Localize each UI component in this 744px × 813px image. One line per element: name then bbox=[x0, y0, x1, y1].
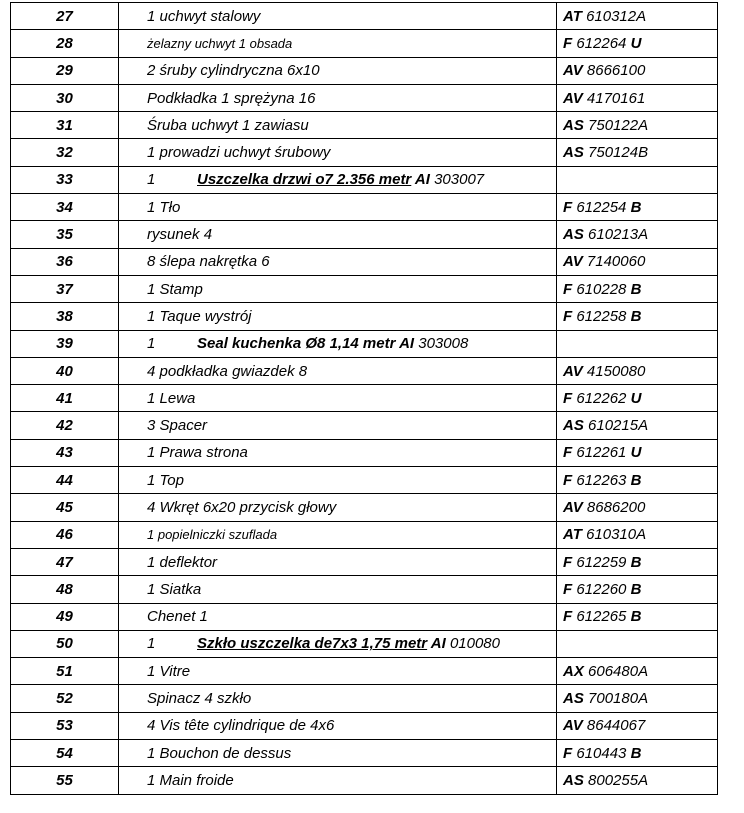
table-row bbox=[11, 275, 718, 302]
row-number: 29 bbox=[11, 57, 119, 84]
table-row bbox=[11, 112, 718, 139]
part-code-number: 610443 bbox=[576, 744, 627, 762]
part-description: żelazny uchwyt 1 obsada bbox=[119, 30, 557, 57]
part-code-prefix: AS bbox=[563, 116, 584, 134]
part-code-prefix: F bbox=[563, 198, 573, 216]
part-code-prefix: F bbox=[563, 744, 573, 762]
part-code-number: 610310A bbox=[586, 526, 647, 544]
seal-description-cell bbox=[119, 166, 557, 193]
part-code-number: 612258 bbox=[576, 307, 627, 325]
part-code-suffix: B bbox=[630, 744, 642, 762]
part-code-prefix: AV bbox=[563, 498, 583, 516]
part-code bbox=[557, 658, 718, 685]
part-description: 1 Main froide bbox=[119, 767, 557, 794]
part-code-prefix: AT bbox=[563, 7, 582, 25]
part-code-prefix: AS bbox=[563, 144, 584, 162]
seal-name: Seal kuchenka Ø8 1,14 metr bbox=[197, 335, 396, 353]
part-code bbox=[557, 221, 718, 248]
part-code-empty bbox=[557, 630, 718, 657]
part-code bbox=[557, 521, 718, 548]
part-code-prefix: F bbox=[563, 280, 573, 298]
row-number: 49 bbox=[11, 603, 119, 630]
part-code-empty bbox=[557, 330, 718, 357]
part-code-prefix: F bbox=[563, 444, 573, 462]
row-number: 41 bbox=[11, 385, 119, 412]
table-row bbox=[11, 439, 718, 466]
row-number: 46 bbox=[11, 521, 119, 548]
part-code-suffix: B bbox=[630, 198, 642, 216]
row-number: 40 bbox=[11, 357, 119, 384]
part-description: 1 Stamp bbox=[119, 275, 557, 302]
parts-table-body bbox=[11, 3, 718, 795]
table-row bbox=[11, 248, 718, 275]
part-code bbox=[557, 548, 718, 575]
table-row bbox=[11, 221, 718, 248]
row-number: 44 bbox=[11, 467, 119, 494]
part-description: 1 Bouchon de dessus bbox=[119, 740, 557, 767]
row-number: 38 bbox=[11, 303, 119, 330]
part-code-prefix: F bbox=[563, 307, 573, 325]
table-row bbox=[11, 548, 718, 575]
part-code-empty bbox=[557, 166, 718, 193]
table-row bbox=[11, 30, 718, 57]
part-code-number: 612254 bbox=[576, 198, 627, 216]
part-code-suffix: B bbox=[630, 553, 642, 571]
part-code-suffix: B bbox=[630, 608, 642, 626]
part-code-number: 700180A bbox=[588, 690, 649, 708]
table-row bbox=[11, 767, 718, 794]
quantity: 1 bbox=[147, 335, 156, 353]
part-code bbox=[557, 194, 718, 221]
table-row bbox=[11, 712, 718, 739]
row-number: 33 bbox=[11, 166, 119, 193]
seal-label bbox=[197, 635, 500, 652]
table-row bbox=[11, 57, 718, 84]
table-row bbox=[11, 166, 718, 193]
part-code-suffix: B bbox=[630, 580, 642, 598]
parts-table-container bbox=[10, 2, 718, 795]
part-code-suffix: U bbox=[630, 444, 642, 462]
part-code-number: 610228 bbox=[576, 280, 627, 298]
part-code-prefix: AV bbox=[563, 717, 583, 735]
part-code-suffix: B bbox=[630, 471, 642, 489]
part-code-prefix: F bbox=[563, 34, 573, 52]
part-description: Podkładka 1 sprężyna 16 bbox=[119, 84, 557, 111]
part-code-prefix: AV bbox=[563, 362, 583, 380]
seal-label bbox=[197, 171, 484, 188]
part-code-number: 610215A bbox=[588, 417, 649, 435]
part-code bbox=[557, 603, 718, 630]
part-code-number: 7140060 bbox=[586, 253, 646, 271]
row-number: 54 bbox=[11, 740, 119, 767]
part-code bbox=[557, 439, 718, 466]
part-code-number: 612264 bbox=[576, 34, 627, 52]
part-code-number: 612262 bbox=[576, 389, 627, 407]
seal-description-cell bbox=[119, 330, 557, 357]
part-code-prefix: F bbox=[563, 389, 573, 407]
part-code-suffix: B bbox=[630, 280, 642, 298]
table-row bbox=[11, 194, 718, 221]
row-number: 31 bbox=[11, 112, 119, 139]
table-row bbox=[11, 412, 718, 439]
table-row bbox=[11, 357, 718, 384]
part-description: 1 prowadzi uchwyt śrubowy bbox=[119, 139, 557, 166]
part-code bbox=[557, 412, 718, 439]
table-row bbox=[11, 685, 718, 712]
table-row bbox=[11, 521, 718, 548]
seal-ref-number: 010080 bbox=[449, 635, 500, 653]
table-row bbox=[11, 603, 718, 630]
part-code-number: 4170161 bbox=[586, 89, 646, 107]
part-code-number: 612259 bbox=[576, 553, 627, 571]
part-code-prefix: F bbox=[563, 580, 573, 598]
part-description: 2 śruby cylindryczna 6x10 bbox=[119, 57, 557, 84]
parts-table bbox=[10, 2, 718, 795]
table-row bbox=[11, 84, 718, 111]
row-number: 50 bbox=[11, 630, 119, 657]
part-code-prefix: AS bbox=[563, 771, 584, 789]
row-number: 28 bbox=[11, 30, 119, 57]
part-description: rysunek 4 bbox=[119, 221, 557, 248]
row-number: 36 bbox=[11, 248, 119, 275]
row-number: 55 bbox=[11, 767, 119, 794]
part-code-suffix: B bbox=[630, 307, 642, 325]
row-number: 27 bbox=[11, 3, 119, 30]
part-code-prefix: AV bbox=[563, 253, 583, 271]
part-code bbox=[557, 467, 718, 494]
row-number: 53 bbox=[11, 712, 119, 739]
part-code-prefix: AV bbox=[563, 62, 583, 80]
part-code-number: 612265 bbox=[576, 608, 627, 626]
row-number: 52 bbox=[11, 685, 119, 712]
part-description: 1 Prawa strona bbox=[119, 439, 557, 466]
part-code-number: 606480A bbox=[588, 662, 649, 680]
table-row bbox=[11, 658, 718, 685]
part-code bbox=[557, 112, 718, 139]
seal-ref-number: 303008 bbox=[418, 335, 469, 353]
part-code bbox=[557, 494, 718, 521]
row-number: 37 bbox=[11, 275, 119, 302]
part-description: 1 popielniczki szuflada bbox=[119, 521, 557, 548]
quantity: 1 bbox=[147, 171, 156, 189]
row-number: 30 bbox=[11, 84, 119, 111]
part-code bbox=[557, 57, 718, 84]
part-code-prefix: F bbox=[563, 553, 573, 571]
quantity: 1 bbox=[147, 635, 156, 653]
row-number: 32 bbox=[11, 139, 119, 166]
table-row bbox=[11, 467, 718, 494]
part-code-suffix: U bbox=[630, 34, 642, 52]
part-code-number: 612261 bbox=[576, 444, 627, 462]
part-code bbox=[557, 303, 718, 330]
part-description: 1 Siatka bbox=[119, 576, 557, 603]
part-code-prefix: AS bbox=[563, 226, 584, 244]
part-code-number: 800255A bbox=[588, 771, 649, 789]
part-code bbox=[557, 30, 718, 57]
part-code bbox=[557, 712, 718, 739]
part-description: Spinacz 4 szkło bbox=[119, 685, 557, 712]
table-row bbox=[11, 330, 718, 357]
part-description: 8 ślepa nakrętka 6 bbox=[119, 248, 557, 275]
part-code bbox=[557, 385, 718, 412]
part-code-number: 612263 bbox=[576, 471, 627, 489]
part-code-number: 750124B bbox=[588, 144, 649, 162]
part-code bbox=[557, 84, 718, 111]
seal-ref-prefix: AI bbox=[399, 335, 415, 353]
row-number: 42 bbox=[11, 412, 119, 439]
part-code bbox=[557, 275, 718, 302]
part-description: 4 Vis tête cylindrique de 4x6 bbox=[119, 712, 557, 739]
part-code-number: 750122A bbox=[588, 116, 649, 134]
part-code-prefix: F bbox=[563, 471, 573, 489]
part-description: Śruba uchwyt 1 zawiasu bbox=[119, 112, 557, 139]
seal-ref-number: 303007 bbox=[434, 171, 485, 189]
part-description: Chenet 1 bbox=[119, 603, 557, 630]
part-code bbox=[557, 576, 718, 603]
table-row bbox=[11, 3, 718, 30]
part-code-prefix: F bbox=[563, 608, 573, 626]
part-description: 4 Wkręt 6x20 przycisk głowy bbox=[119, 494, 557, 521]
part-code-prefix: AS bbox=[563, 690, 584, 708]
seal-ref-prefix: AI bbox=[414, 171, 430, 189]
table-row bbox=[11, 385, 718, 412]
table-row bbox=[11, 139, 718, 166]
part-code bbox=[557, 357, 718, 384]
part-code-number: 4150080 bbox=[586, 362, 646, 380]
part-code-prefix: AV bbox=[563, 89, 583, 107]
part-description: 1 Top bbox=[119, 467, 557, 494]
part-code-prefix: AT bbox=[563, 526, 582, 544]
row-number: 48 bbox=[11, 576, 119, 603]
table-row bbox=[11, 740, 718, 767]
part-code-number: 8666100 bbox=[586, 62, 646, 80]
part-code-number: 8644067 bbox=[586, 717, 646, 735]
part-description: 3 Spacer bbox=[119, 412, 557, 439]
seal-name: Szkło uszczelka de7x3 1,75 metr bbox=[197, 635, 428, 653]
part-code-number: 8686200 bbox=[586, 498, 646, 516]
part-code-number: 612260 bbox=[576, 580, 627, 598]
part-code-prefix: AX bbox=[563, 662, 584, 680]
row-number: 34 bbox=[11, 194, 119, 221]
seal-description-cell bbox=[119, 630, 557, 657]
seal-label bbox=[197, 335, 468, 352]
part-description: 1 Vitre bbox=[119, 658, 557, 685]
part-description: 1 Taque wystrój bbox=[119, 303, 557, 330]
table-row bbox=[11, 303, 718, 330]
part-code bbox=[557, 139, 718, 166]
part-description: 4 podkładka gwiazdek 8 bbox=[119, 357, 557, 384]
part-code bbox=[557, 767, 718, 794]
part-code-prefix: AS bbox=[563, 417, 584, 435]
part-code-suffix: U bbox=[630, 389, 642, 407]
part-code-number: 610312A bbox=[586, 7, 647, 25]
row-number: 43 bbox=[11, 439, 119, 466]
part-code bbox=[557, 248, 718, 275]
table-row bbox=[11, 494, 718, 521]
row-number: 35 bbox=[11, 221, 119, 248]
table-row bbox=[11, 630, 718, 657]
row-number: 51 bbox=[11, 658, 119, 685]
row-number: 45 bbox=[11, 494, 119, 521]
part-code-number: 610213A bbox=[588, 226, 649, 244]
table-row bbox=[11, 576, 718, 603]
part-code bbox=[557, 740, 718, 767]
part-code bbox=[557, 3, 718, 30]
seal-ref-prefix: AI bbox=[430, 635, 446, 653]
part-description: 1 Lewa bbox=[119, 385, 557, 412]
seal-name: Uszczelka drzwi o7 2.356 metr bbox=[197, 171, 412, 189]
row-number: 39 bbox=[11, 330, 119, 357]
row-number: 47 bbox=[11, 548, 119, 575]
part-description: 1 Tło bbox=[119, 194, 557, 221]
part-description: 1 deflektor bbox=[119, 548, 557, 575]
part-code bbox=[557, 685, 718, 712]
part-description: 1 uchwyt stalowy bbox=[119, 3, 557, 30]
